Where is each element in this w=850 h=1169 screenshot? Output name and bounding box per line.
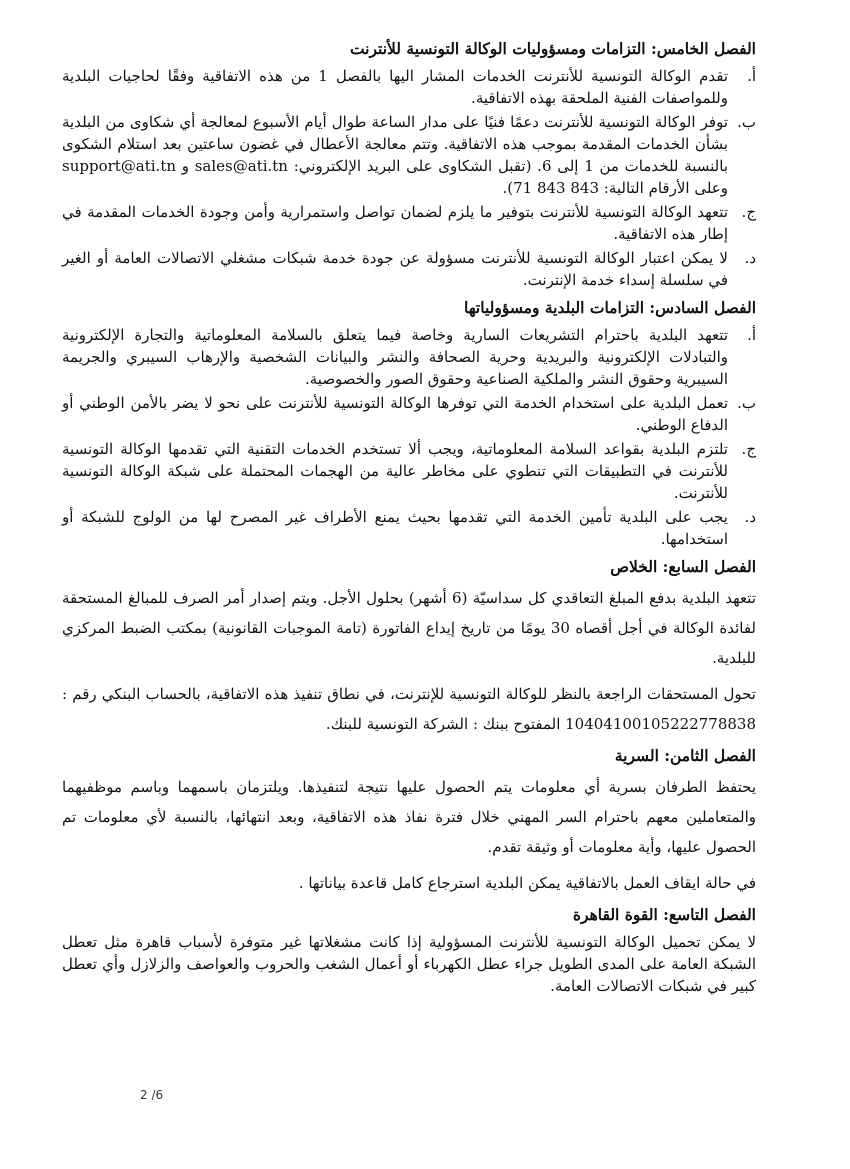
list-marker: ج. <box>741 440 756 458</box>
list-item-text: تتعهد الوكالة التونسية للأنترنت بتوفير ما يلزم لضمان تواصل واستمرارية وأمن وجودة الخدمات المقدمة في إطار هذه الاتفاقية. <box>62 203 728 243</box>
list-item <box>62 247 756 291</box>
list-item-text: توفر الوكالة التونسية للأنترنت دعمًا فنيًا على مدار الساعة طوال أيام الأسبوع لمعالجة أي شكاوى من البلدية بشأن الخدمات المقدمة بموجب هذه الاتفاقية. وتتم معالجة الأعطال في غضون ساعتين بعد استلام الشكوى بالنسبة للخدمات من 1 إلى 6. (تقبل الشكاوى على البريد الإلكتروني: sales@ati.tn و support@ati.tn وعلى الأرقام التالية: 843 843 71). <box>62 113 728 197</box>
list-item-text: تتعهد البلدية باحترام التشريعات السارية وخاصة فيما يتعلق بالسلامة المعلوماتية والتجارة الإلكترونية والتبادلات الإلكترونية والبريدية وحرية الصحافة والنشر والبيانات الشخصية والإرهاب السيبري والجريمة السيبرية وحقوق النشر والملكية الصناعية وحقوق الصور والخصوصية. <box>62 326 728 388</box>
list-item <box>62 506 756 550</box>
paragraph: تحول المستحقات الراجعة بالنظر للوكالة التونسية للإنترنت، في نطاق تنفيذ هذه الاتفاقية، بالحساب البنكي رقم : 10404100105222778838 المفتوح ببنك : الشركة التونسية للبنك. <box>62 685 756 733</box>
list-marker: أ. <box>747 326 756 344</box>
section-heading: الفصل السابع: الخلاص <box>610 557 756 576</box>
page-number: 2 /6 <box>140 1088 164 1102</box>
paragraph: تتعهد البلدية بدفع المبلغ التعاقدي كل سداسيّة (6 أشهر) بحلول الأجل. ويتم إصدار أمر الصرف للمبالغ المستحقة لفائدة الوكالة في أجل أقصاه 30 يومًا من تاريخ إيداع الفاتورة (تامة الموجبات القانونية) بمكتب الضبط المركزي للبلدية. <box>62 589 756 667</box>
list-item-text: تلتزم البلدية بقواعد السلامة المعلوماتية، ويجب ألا تستخدم الخدمات التقنية التي تقدمها الوكالة التونسية للأنترنت في التطبيقات التي تنطوي على مخاطر عالية من الهجمات المحتملة على شبكة الوكالة التونسية للأنترنت. <box>62 440 728 502</box>
list-item-text: لا يمكن اعتبار الوكالة التونسية للأنترنت مسؤولة عن جودة خدمة شبكات مشغلي الاتصالات العامة أو الغير في سلسلة إسداء خدمة الإنترنت. <box>62 249 728 289</box>
list-item <box>62 201 756 245</box>
paragraph: في حالة ايقاف العمل بالاتفاقية يمكن البلدية استرجاع كامل قاعدة بياناتها . <box>298 874 756 892</box>
list-marker: د. <box>744 249 756 267</box>
paragraph: يحتفظ الطرفان بسرية أي معلومات يتم الحصول عليها نتيجة لتنفيذها. ويلتزمان باسمهما وباسم موظفيهما والمتعاملين معهم باحترام السر المهني خلال فترة نفاذ هذه الاتفاقية، وبعد انتهائها، بالنسبة لأي معلومات تم الحصول عليها، وأية معلومات أو وثيقة تقدم. <box>62 778 756 856</box>
list-item-text: تقدم الوكالة التونسية للأنترنت الخدمات المشار اليها بالفصل 1 من هذه الاتفاقية وفقًا لحاجيات البلدية وللمواصفات الفنية الملحقة بهذه الاتفاقية. <box>62 67 728 107</box>
list-item <box>62 111 756 199</box>
paragraph: لا يمكن تحميل الوكالة التونسية للأنترنت المسؤولية إذا كانت مشغلاتها غير متوفرة لأسباب قاهرة مثل تعطل الشبكة العامة على المدى الطويل جراء عطل الكهرباء أو أعمال الشغب والحروب والعواصف والزلازل وأي تعطل كبير في شبكات الاتصالات العامة. <box>62 933 756 995</box>
list-marker: ج. <box>741 203 756 221</box>
list-item-text: يجب على البلدية تأمين الخدمة التي تقدمها بحيث يمنع الأطراف غير المصرح لها من الولوج للشبكة أو استخدامها. <box>62 508 728 548</box>
list-item <box>62 324 756 390</box>
section-heading: الفصل الثامن: السرية <box>614 746 756 765</box>
list-item <box>62 392 756 436</box>
list-marker: ب. <box>737 113 756 131</box>
list-item-text: تعمل البلدية على استخدام الخدمة التي توفرها الوكالة التونسية للأنترنت على نحو لا يضر بالأمن الوطني أو الدفاع الوطني. <box>62 394 728 434</box>
list-item <box>62 438 756 504</box>
section-heading: الفصل السادس: التزامات البلدية ومسؤولياتها <box>464 298 756 317</box>
list-marker: ب. <box>737 394 756 412</box>
list-marker: أ. <box>747 67 756 85</box>
list-marker: د. <box>744 508 756 526</box>
section-heading: الفصل الخامس: التزامات ومسؤوليات الوكالة التونسية للأنترنت <box>349 39 756 58</box>
document-body <box>62 38 756 1005</box>
section-heading: الفصل التاسع: القوة القاهرة <box>572 905 756 924</box>
list-item <box>62 65 756 109</box>
